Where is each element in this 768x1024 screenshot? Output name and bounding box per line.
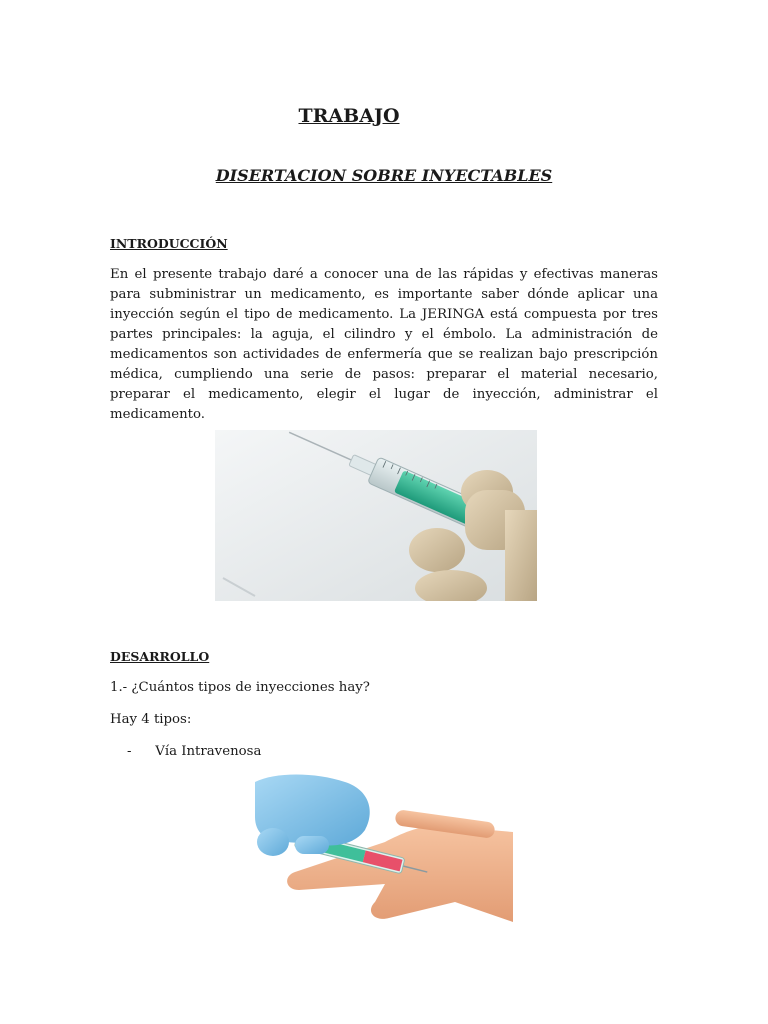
question-1: 1.- ¿Cuántos tipos de inyecciones hay? xyxy=(110,680,370,695)
types-line: Hay 4 tipos: xyxy=(110,712,192,727)
intro-heading: INTRODUCCIÓN xyxy=(110,236,228,251)
development-heading: DESARROLLO xyxy=(110,649,210,664)
iv-injection-illustration-icon xyxy=(255,772,513,942)
list-item xyxy=(127,744,261,759)
list-item-text: Vía Intravenosa xyxy=(155,744,262,759)
bullet-marker: - xyxy=(127,744,132,759)
document-subtitle: DISERTACION SOBRE INYECTABLES xyxy=(215,166,553,185)
syringe-photo-icon xyxy=(215,430,537,601)
intro-paragraph: En el presente trabajo daré a conocer una de las rápidas y efectivas maneras para subministrar un medicamento, es importante saber dónde aplicar una inyección según el tipo de medicamento. La JERINGA está compuesta por tres partes principales: la aguja, el cilindro y el émbolo. La administración de medicamentos son actividades de enfermería que se realizan bajo prescripción médica, cumpliendo una serie de pasos: preparar el material necesario, preparar el medicamento, elegir el lugar de inyección, administrar el medicamento. xyxy=(110,267,658,422)
document-title: TRABAJO xyxy=(298,105,400,127)
